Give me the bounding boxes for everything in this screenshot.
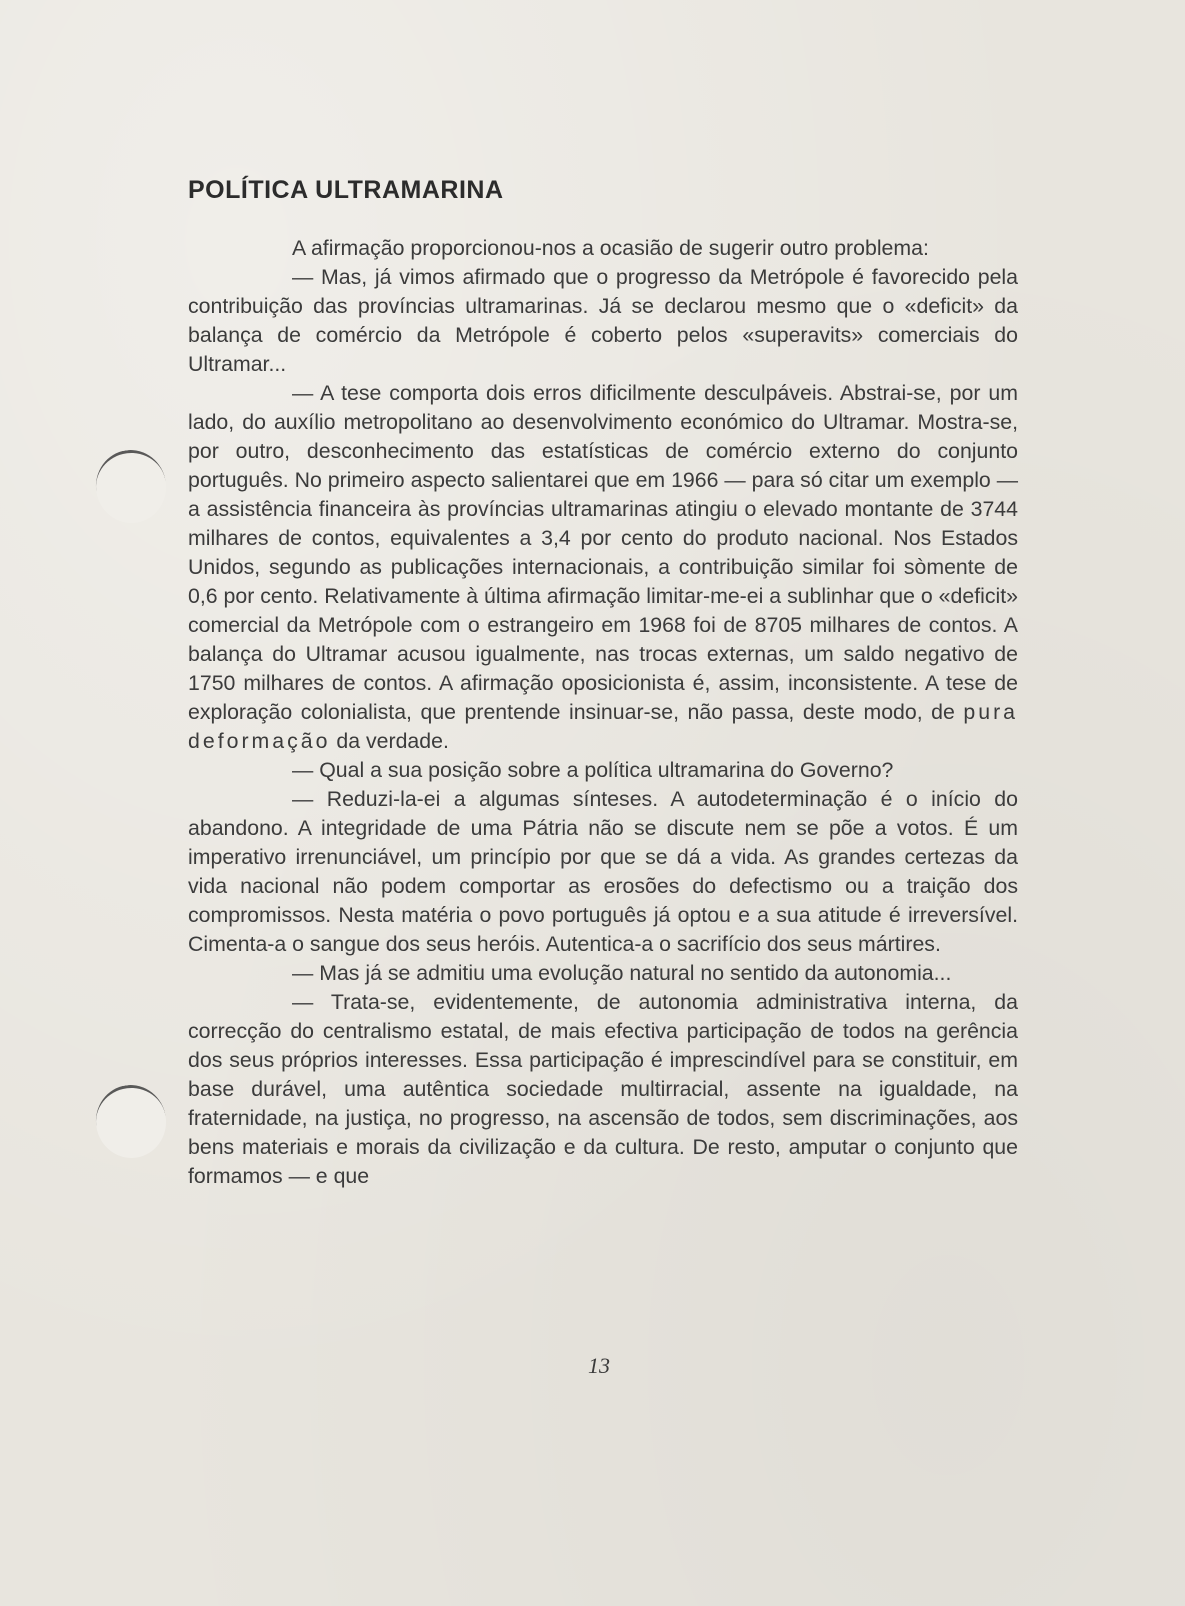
page-number: 13 xyxy=(588,1353,610,1378)
paragraph-1: A afirmação proporcionou-nos a ocasião de sugerir outro problema: xyxy=(292,236,929,260)
paragraph-7: — Trata-se, evidentemente, de autonomia administrativa interna, da correcção do centralismo estatal, de mais efectiva participação de todos na gerência dos seus próprios interesses. Essa participação é imprescindível para se constituir, em base durável, uma autêntica sociedade multirracial, assente na igualdade, na fraternidade, na justiça, no progresso, na ascensão de todos, sem discriminações, aos bens materiais e morais da civilização e da cultura. De resto, amputar o conjunto que formamos — e que xyxy=(188,990,1018,1188)
paragraph-3-text: — A tese comporta dois erros dificilmente desculpáveis. Abstrai-se, por um lado, do auxílio metropolitano ao desenvolvimento económico do Ultramar. Mostra-se, por outro, desconhecimento das estatísticas de comércio externo do conjunto português. No primeiro aspecto salientarei que em 1966 — para só citar um exemplo — a assistência financeira às províncias ultramarinas atingiu o elevado montante de 3744 milhares de contos, equivalentes a 3,4 por cento do produto nacional. Nos Estados Unidos, segundo as publicações internacionais, a contribuição similar foi sòmente de 0,6 por cento. Relativamente à última afirmação limitar-me-ei a sublinhar que o «deficit» comercial da Metrópole com o estrangeiro em 1968 foi de 8705 milhares de contos. A balança do Ultramar acusou igualmente, nas trocas externas, um saldo negativo de 1750 milhares de contos. A afirmação oposicionista é, assim, inconsistente. A tese de exploração colonialista, que prentende insinuar-se, não passa, deste modo, de xyxy=(188,381,1018,724)
emphasis-text: pura deformação xyxy=(188,700,1018,753)
punch-hole xyxy=(91,445,170,527)
body-text xyxy=(188,234,1018,1191)
paragraph-3-end: da verdade. xyxy=(336,729,449,753)
paragraph-3 xyxy=(188,379,1018,756)
paragraph-4: — Qual a sua posição sobre a política ultramarina do Governo? xyxy=(292,758,894,782)
paragraph-6: — Mas já se admitiu uma evolução natural no sentido da autonomia... xyxy=(292,961,952,985)
paragraph-5: — Reduzi-la-ei a algumas sínteses. A autodeterminação é o início do abandono. A integridade de uma Pátria não se discute nem se põe a votos. É um imperativo irrenunciável, um princípio por que se dá a vida. As grandes certezas da vida nacional não podem comportar as erosões do defectismo ou a traição dos compromissos. Nesta matéria o povo português já optou e a sua atitude é irreversível. Cimenta-a o sangue dos seus heróis. Autentica-a o sacrifício dos seus mártires. xyxy=(188,787,1018,956)
paragraph-2: — Mas, já vimos afirmado que o progresso da Metrópole é favorecido pela contribuição das províncias ultramarinas. Já se declarou mesmo que o «deficit» da balança de comércio da Metrópole é coberto pelos «superavits» comerciais do Ultramar... xyxy=(188,265,1018,376)
punch-hole xyxy=(91,1080,170,1162)
page-title: POLÍTICA ULTRAMARINA xyxy=(188,176,504,204)
